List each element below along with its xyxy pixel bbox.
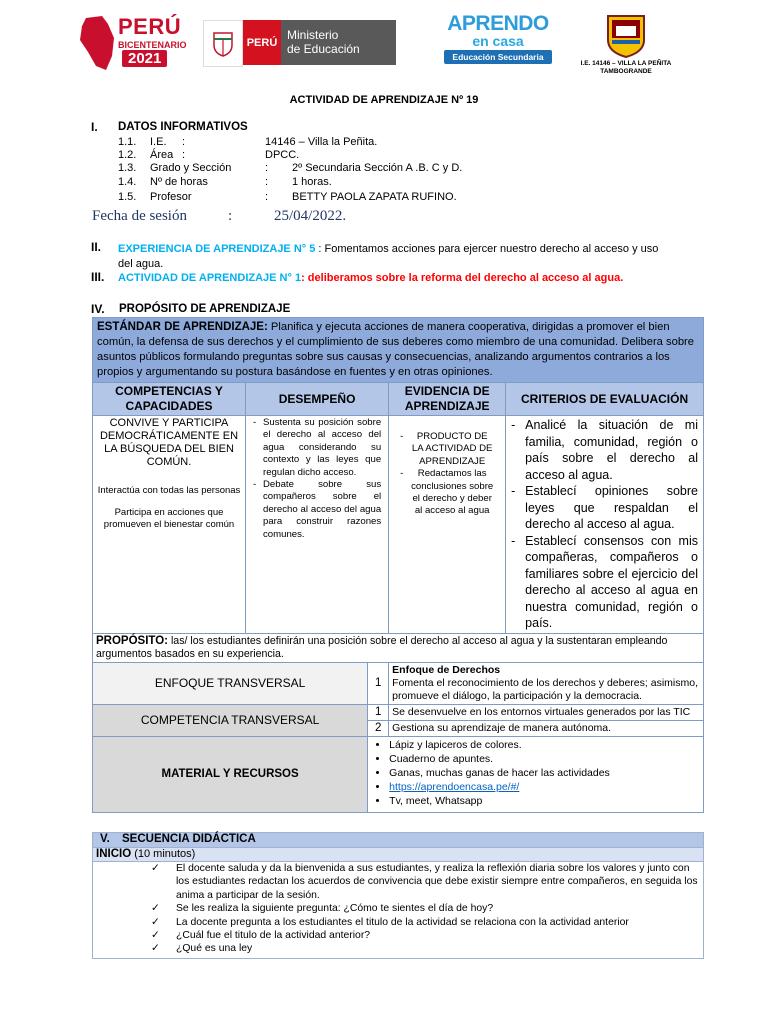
ministerio-line-2: de Educación <box>287 42 360 56</box>
secuencia-header <box>93 833 704 848</box>
datos-row-sep: : <box>182 136 186 148</box>
estandar-text: Planifica y ejecuta acciones de manera cooperativa, dirigidas a promover el bien común, la defensa de sus derechos y el cumplimiento de sus deberes como miembro de una comunidad. Delibera sobre asuntos públicos formulando preguntas sobre sus causas y consecuencias, analizando argumentos contrarios a los propios y argumentando su postura basándose en fuentes y en otras opiniones. <box>97 321 694 378</box>
ct-num: 2 <box>368 720 389 736</box>
fecha-value: 25/04/2022. <box>274 208 347 224</box>
inicio-header <box>93 848 704 862</box>
ministerio-label <box>281 20 396 65</box>
datos-row-value: 2º Secundaria Sección A .B. C y D. <box>292 162 463 174</box>
section-i-heading: DATOS INFORMATIVOS <box>118 121 248 133</box>
section-ii-number: II. <box>91 240 102 254</box>
section-v-heading: SECUENCIA DIDÁCTICA <box>122 833 256 845</box>
school-caption-line-2: TAMBOGRANDE <box>600 68 652 75</box>
proposito-label: PROPÓSITO: <box>96 634 168 647</box>
ct-text: Gestiona su aprendizaje de manera autónoma. <box>389 720 704 736</box>
proposito-cell <box>93 633 704 662</box>
document-title: ACTIVIDAD DE APRENDIZAJE Nº 19 <box>289 94 479 106</box>
section-i-number: I. <box>91 120 98 134</box>
minedu-logo <box>203 20 396 65</box>
ct-num: 1 <box>368 704 389 720</box>
datos-row-label: Profesor <box>150 191 192 203</box>
school-caption-line-1: I.E. 14146 – VILLA LA PEÑITA <box>580 60 672 67</box>
datos-row-num: 1.2. <box>118 149 137 161</box>
checkmark-icon: ✓ <box>151 916 160 928</box>
datos-row-num: 1.5. <box>118 191 137 203</box>
check-text: El docente saluda y da la bienvenida a sus estudiantes, y realiza la reflexión diaria sobre los valores y junto con los estudiantes redactan los acuerdos de convivencia que debe existir siempre entre compañeros, en seguida los anima a participar de la sesión. <box>176 863 698 901</box>
actividad-block <box>118 272 623 284</box>
material-item: • Tv, meet, Whatsapp <box>389 794 700 808</box>
fecha-sep: : <box>228 208 233 224</box>
inicio-body <box>93 862 704 959</box>
material-item: • Cuaderno de apuntes. <box>389 752 700 766</box>
section-v-number: V. <box>100 833 110 845</box>
material-cell <box>368 736 704 812</box>
material-item: • Lápiz y lapiceros de colores. <box>389 738 700 752</box>
actividad-text: : deliberamos sobre la reforma del derecho al acceso al agua. <box>301 272 624 284</box>
peru-tag: PERÚ <box>243 20 281 65</box>
criterio-item: - Establecí consensos con mis compañeras, compañeros o familiares sobre el ejercicio del derecho al acceso al agua en nuestra comunidad, región o país. <box>511 533 698 632</box>
criterio-item: - Analicé la situación de mi familia, comunidad, región o país sobre el derecho al acceso al agua. <box>511 417 698 483</box>
datos-row <box>118 136 136 149</box>
aprendo-link[interactable]: https://aprendoencasa.pe/#/ <box>389 780 520 793</box>
experiencia-text: : Fomentamos acciones para ejercer nuestro derecho al acceso y uso <box>315 243 659 255</box>
section-iv-heading: PROPÓSITO DE APRENDIZAJE <box>119 303 291 315</box>
proposito-table <box>92 317 704 813</box>
aprendo-en-casa-logo <box>444 14 552 66</box>
competencia-main: CONVIVE Y PARTICIPA DEMOCRÁTICAMENTE EN LA BÚSQUEDA DEL BIEN COMÚN. <box>99 417 239 468</box>
experiencia-block <box>118 242 708 272</box>
competencia-transversal-label: COMPETENCIA TRANSVERSAL <box>93 704 368 736</box>
enfoque-label: ENFOQUE TRANSVERSAL <box>93 662 368 704</box>
checkmark-icon: ✓ <box>151 863 160 874</box>
datos-row-num: 1.1. <box>118 136 137 148</box>
header-criterios: CRITERIOS DE EVALUACIÓN <box>506 383 704 416</box>
enfoque-num: 1 <box>368 662 389 704</box>
enfoque-cell <box>389 662 704 704</box>
evidencia-cell <box>389 416 506 634</box>
proposito-text: las/ los estudiantes definirán una posición sobre el derecho al acceso al agua y la sustentaran empleando argumentos basados en su experiencia. <box>96 634 668 660</box>
inicio-time: (10 minutos) <box>131 848 196 860</box>
datos-row-sep: : <box>265 191 269 203</box>
header-desempeno: DESEMPEÑO <box>246 383 389 416</box>
year-2021: 2021 <box>122 50 167 67</box>
datos-row-sep: : <box>265 162 269 174</box>
ministerio-line-1: Ministerio <box>287 28 339 42</box>
material-item: • Ganas, muchas ganas de hacer las actividades <box>389 766 700 780</box>
desempeno-item: - Debate sobre sus compañeros sobre el derecho al acceso del agua para construir razones comunes. <box>253 479 381 541</box>
datos-row-label: I.E. <box>150 136 167 148</box>
checkmark-icon: ✓ <box>151 943 160 955</box>
bicentenario-label: BICENTENARIO <box>118 40 187 50</box>
secuencia-table <box>92 832 704 959</box>
experiencia-label: EXPERIENCIA DE APRENDIZAJE N° 5 <box>118 243 316 255</box>
coat-of-arms-icon <box>203 20 243 67</box>
peru-word: PERÚ <box>118 14 182 39</box>
datos-row-sep: : <box>182 149 186 161</box>
evidencia-item: - PRODUCTO DE LA ACTIVIDAD DE APRENDIZAJE <box>400 431 494 468</box>
material-label: MATERIAL Y RECURSOS <box>93 736 368 812</box>
aprendo-title: APRENDO <box>447 12 549 35</box>
ct-text: Se desenvuelve en los entornos virtuales generados por las TIC <box>389 704 704 720</box>
school-emblem-icon <box>606 12 646 58</box>
datos-row-num: 1.4. <box>118 176 137 188</box>
datos-row-value: 14146 – Villa la Peñita. <box>265 136 378 148</box>
datos-row-num: 1.3. <box>118 162 137 174</box>
checkmark-icon: ✓ <box>151 930 160 942</box>
datos-row-label: Área <box>150 149 174 161</box>
check-text: ¿Qué es una ley <box>176 943 253 955</box>
estandar-cell <box>93 318 704 383</box>
aprendo-bar: Educación Secundaria <box>444 50 552 64</box>
enfoque-title: Enfoque de Derechos <box>392 663 501 676</box>
check-text: ¿Cuál fue el titulo de la actividad anterior? <box>176 930 371 942</box>
checkmark-icon: ✓ <box>151 903 160 915</box>
datos-row-label: Nº de horas <box>150 176 208 188</box>
criterio-item: - Establecí opiniones sobre leyes que respaldan el derecho al acceso al agua. <box>511 483 698 533</box>
experiencia-text-2: del agua. <box>118 258 164 270</box>
check-item <box>96 902 700 915</box>
datos-row-value: DPCC. <box>265 149 300 161</box>
competencia-cell <box>93 416 246 634</box>
enfoque-text: Fomenta el reconocimiento de los derechos y deberes; asimismo, promueve el diálogo, la participación y la democracia. <box>392 676 698 702</box>
evidencia-item: - Redactamos las conclusiones sobre el derecho y deber al acceso al agua <box>400 468 494 518</box>
check-text: La docente pregunta a los estudiantes el titulo de la actividad se relaciona con la actividad anterior <box>176 916 629 928</box>
fecha-label: Fecha de sesión <box>92 208 187 224</box>
check-item <box>96 916 700 929</box>
peru-bicentenario-logo <box>78 12 188 74</box>
actividad-label: ACTIVIDAD DE APRENDIZAJE N° 1 <box>118 272 302 284</box>
peru-map-icon <box>78 16 116 72</box>
check-item <box>96 862 700 902</box>
header-competencias: COMPETENCIAS Y CAPACIDADES <box>93 383 246 416</box>
inicio-label: INICIO <box>96 848 132 860</box>
datos-row-value: BETTY PAOLA ZAPATA RUFINO. <box>292 191 457 203</box>
capacidad-1: Interactúa con todas las personas <box>97 485 241 496</box>
estandar-label: ESTÁNDAR DE APRENDIZAJE: <box>97 321 268 333</box>
section-iii-number: III. <box>91 270 105 284</box>
desempeno-cell <box>246 416 389 634</box>
aprendo-subtitle: en casa <box>472 33 524 49</box>
datos-row-label: Grado y Sección <box>150 162 232 174</box>
criterios-cell <box>506 416 704 634</box>
material-item <box>389 780 700 794</box>
check-item <box>96 942 700 955</box>
datos-row-sep: : <box>265 176 269 188</box>
desempeno-item: - Sustenta su posición sobre el derecho al acceso del agua considerando su contexto y las leyes que regulan dicho acceso. <box>253 417 381 479</box>
capacidad-2: Participa en acciones que promueven el bienestar común <box>103 507 235 530</box>
datos-row-value: 1 horas. <box>292 176 332 188</box>
header-evidencia: EVIDENCIA DE APRENDIZAJE <box>389 383 506 416</box>
check-text: Se les realiza la siguiente pregunta: ¿Cómo te sientes el día de hoy? <box>176 903 494 915</box>
section-iv-number: IV. <box>91 302 105 316</box>
school-caption <box>574 60 678 76</box>
check-item <box>96 929 700 942</box>
